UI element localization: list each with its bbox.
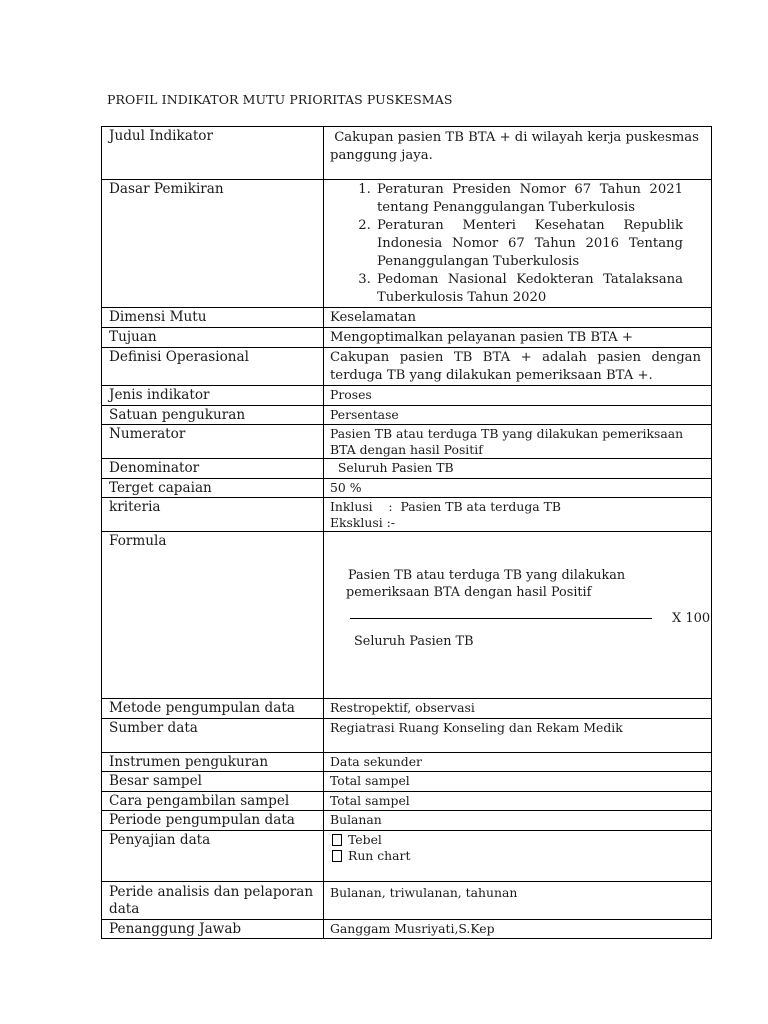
label-periode-analisis: Peride analisis dan pelaporan data xyxy=(102,881,324,919)
value-satuan-pengukuran: Persentase xyxy=(324,405,712,425)
row-jenis-indikator xyxy=(102,386,712,406)
row-numerator xyxy=(102,425,712,459)
label-penyajian-data: Penyajian data xyxy=(102,830,324,881)
formula-denominator: Seluruh Pasien TB xyxy=(354,634,474,649)
dasar-item: 2. Peraturan Menteri Kesehatan Republik Indonesia Nomor 67 Tahun 2016 Tentang Penanggulangan Tuberkulosis xyxy=(375,217,683,271)
row-periode-pengumpulan xyxy=(102,811,712,831)
value-besar-sampel: Total sampel xyxy=(324,772,712,792)
label-judul-indikator: Judul Indikator xyxy=(102,127,324,180)
value-penanggung-jawab: Ganggam Musriyati,S.Kep xyxy=(324,919,712,939)
dasar-item: 3. Pedoman Nasional Kedokteran Tatalaksana Tuberkulosis Tahun 2020 xyxy=(375,271,683,307)
kriteria-eksklusi: Eksklusi :- xyxy=(330,515,395,530)
label-metode-pengumpulan: Metode pengumpulan data xyxy=(102,699,324,719)
penyajian-option-label: Run chart xyxy=(348,847,411,863)
row-definisi-operasional xyxy=(102,348,712,386)
indicator-profile-table xyxy=(101,126,712,939)
row-formula xyxy=(102,532,712,699)
label-instrumen-pengukuran: Instrumen pengukuran xyxy=(102,752,324,772)
penyajian-option xyxy=(330,832,701,848)
formula-numerator xyxy=(348,567,638,601)
row-metode-pengumpulan xyxy=(102,699,712,719)
label-cara-pengambilan-sampel: Cara pengambilan sampel xyxy=(102,791,324,811)
row-denominator xyxy=(102,459,712,479)
value-periode-analisis: Bulanan, triwulanan, tahunan xyxy=(324,881,712,919)
value-tujuan: Mengoptimalkan pelayanan pasien TB BTA + xyxy=(324,328,712,348)
checkbox-icon xyxy=(332,850,342,862)
label-dasar-pemikiran: Dasar Pemikiran xyxy=(102,180,324,308)
row-kriteria xyxy=(102,498,712,532)
value-periode-pengumpulan: Bulanan xyxy=(324,811,712,831)
value-dimensi-mutu: Keselamatan xyxy=(324,308,712,328)
row-penyajian-data xyxy=(102,830,712,881)
row-penanggung-jawab xyxy=(102,919,712,939)
label-penanggung-jawab: Penanggung Jawab xyxy=(102,919,324,939)
row-tujuan xyxy=(102,328,712,348)
value-formula xyxy=(324,532,712,699)
label-periode-pengumpulan: Periode pengumpulan data xyxy=(102,811,324,831)
value-dasar-pemikiran xyxy=(324,180,712,308)
label-target-capaian: Terget capaian xyxy=(102,478,324,498)
label-kriteria: kriteria xyxy=(102,498,324,532)
label-besar-sampel: Besar sampel xyxy=(102,772,324,792)
label-jenis-indikator: Jenis indikator xyxy=(102,386,324,406)
label-numerator: Numerator xyxy=(102,425,324,459)
dasar-item: 1. Peraturan Presiden Nomor 67 Tahun 2021 tentang Penanggulangan Tuberkulosis xyxy=(375,181,683,217)
value-jenis-indikator: Proses xyxy=(324,386,712,406)
row-judul-indikator xyxy=(102,127,712,180)
row-dimensi-mutu xyxy=(102,308,712,328)
fraction-line xyxy=(350,618,652,619)
value-judul-indikator: Cakupan pasien TB BTA + di wilayah kerja puskesmas panggung jaya. xyxy=(324,127,712,180)
penyajian-option-label: Tebel xyxy=(348,831,382,847)
page-title: PROFIL INDIKATOR MUTU PRIORITAS PUSKESMAS xyxy=(107,92,453,107)
formula-numerator-line: Pasien TB atau terduga TB yang dilakukan xyxy=(348,568,626,583)
label-definisi-operasional: Definisi Operasional xyxy=(102,348,324,386)
label-dimensi-mutu: Dimensi Mutu xyxy=(102,308,324,328)
value-denominator: Seluruh Pasien TB xyxy=(324,459,712,479)
row-target-capaian xyxy=(102,478,712,498)
formula-numerator-line: pemeriksaan BTA dengan hasil Positif xyxy=(346,585,592,600)
formula-box xyxy=(324,532,711,698)
label-sumber-data: Sumber data xyxy=(102,718,324,752)
row-satuan-pengukuran xyxy=(102,405,712,425)
penyajian-option xyxy=(330,848,701,864)
row-besar-sampel xyxy=(102,772,712,792)
value-instrumen-pengukuran: Data sekunder xyxy=(324,752,712,772)
row-periode-analisis xyxy=(102,881,712,919)
value-target-capaian: 50 % xyxy=(324,478,712,498)
value-numerator: Pasien TB atau terduga TB yang dilakukan pemeriksaan BTA dengan hasil Positif xyxy=(324,425,712,459)
row-instrumen-pengukuran xyxy=(102,752,712,772)
row-sumber-data xyxy=(102,718,712,752)
dasar-pemikiran-list xyxy=(330,181,701,307)
label-satuan-pengukuran: Satuan pengukuran xyxy=(102,405,324,425)
value-penyajian-data xyxy=(324,830,712,881)
label-denominator: Denominator xyxy=(102,459,324,479)
value-sumber-data: Regiatrasi Ruang Konseling dan Rekam Medik xyxy=(324,718,712,752)
value-cara-pengambilan-sampel: Total sampel xyxy=(324,791,712,811)
value-metode-pengumpulan: Restropektif, observasi xyxy=(324,699,712,719)
row-dasar-pemikiran xyxy=(102,180,712,308)
label-formula: Formula xyxy=(102,532,324,699)
value-definisi-operasional: Cakupan pasien TB BTA + adalah pasien dengan terduga TB yang dilakukan pemeriksaan BTA +. xyxy=(324,348,712,386)
kriteria-inklusi: Inklusi : Pasien TB ata terduga TB xyxy=(330,499,561,514)
value-kriteria xyxy=(324,498,712,532)
checkbox-icon xyxy=(332,834,342,846)
row-cara-pengambilan-sampel xyxy=(102,791,712,811)
formula-multiplier: X 100 xyxy=(672,611,711,626)
label-tujuan: Tujuan xyxy=(102,328,324,348)
